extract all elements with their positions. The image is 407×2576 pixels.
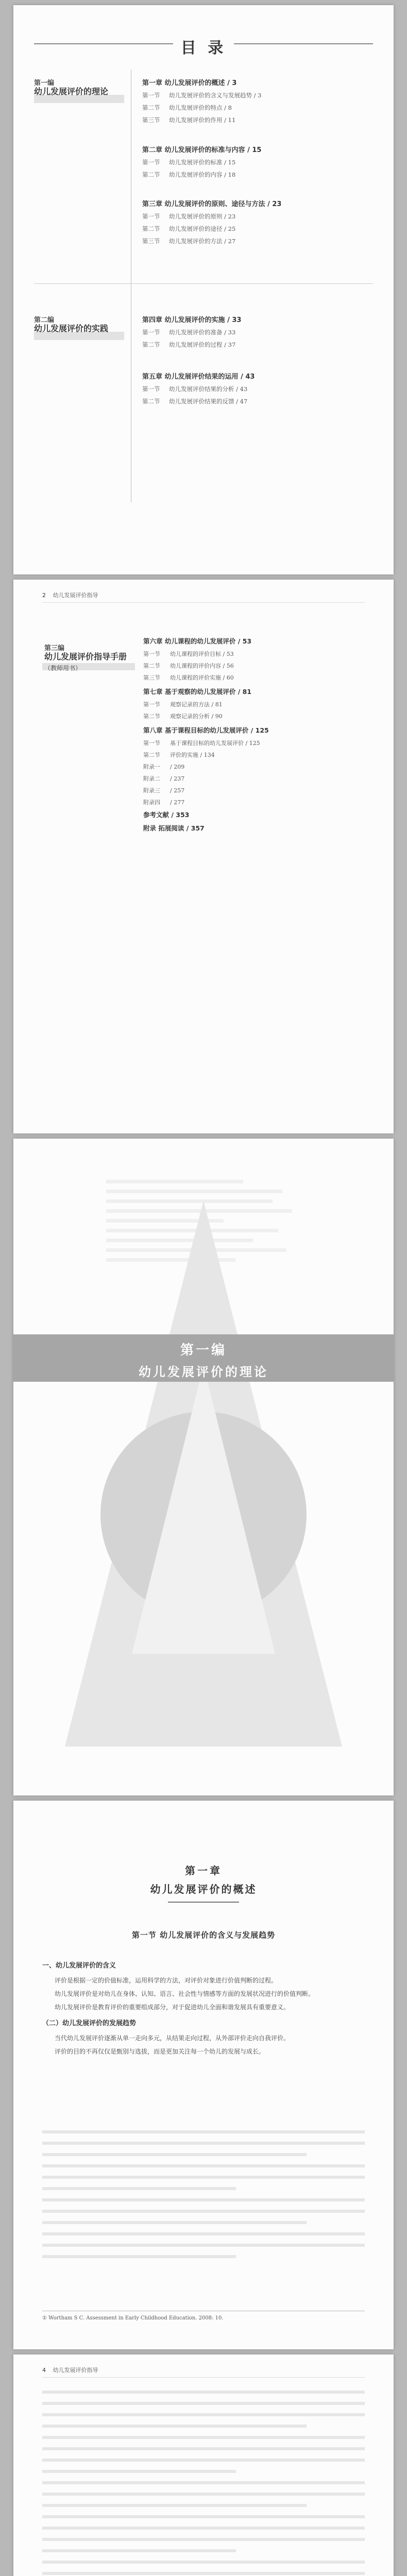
section-label: 第二节 xyxy=(143,663,160,669)
chapter-title: 幼儿发展评价的实施 / 33 xyxy=(164,316,242,324)
tail-text: / 353 xyxy=(171,811,190,819)
page-folio: 4 xyxy=(42,2367,46,2374)
toc-tail[interactable] xyxy=(143,810,380,833)
section-label: 附录二 xyxy=(143,775,160,782)
running-title: 幼儿发展评价指导 xyxy=(53,2367,98,2374)
section-title: / 237 xyxy=(170,775,185,782)
section-title: 幼儿发展评价的特点 / 8 xyxy=(169,104,232,111)
section-title: / 277 xyxy=(170,799,185,806)
section-label: 第三节 xyxy=(142,238,160,245)
section-title: 幼儿课程的评价目标 / 53 xyxy=(170,651,234,657)
chapter-title: 幼儿课程的幼儿发展评价 / 53 xyxy=(164,637,252,645)
footnote: ① Wortham S C. Assessment in Early Childhood Education. 2008: 10. xyxy=(42,2315,224,2321)
toc-chapter-5[interactable] xyxy=(142,371,379,410)
part-3-title-text: 幼儿发展评价指导手册 xyxy=(44,652,127,662)
part-3-num: 第三编 xyxy=(44,645,65,652)
chapter-rule xyxy=(168,1902,239,1903)
paragraph: 评价的目的不再仅仅是甄别与选拔，而是更加关注每一个幼儿的发展与成长。 xyxy=(55,2048,265,2055)
running-head xyxy=(42,2366,365,2378)
chapter-label: 第五章 xyxy=(142,373,163,381)
chapter-label: 第四章 xyxy=(142,316,163,324)
subsection-heading: （二）幼儿发展评价的发展趋势 xyxy=(42,2020,137,2027)
section-title: 幼儿课程的评价内容 / 56 xyxy=(170,663,234,669)
chapter-title: 基于课程目标的幼儿发展评价 / 125 xyxy=(164,726,269,734)
toc-part-3-chapters xyxy=(143,636,380,837)
section-title: 幼儿发展评价的标准 / 15 xyxy=(169,159,236,166)
part-1-title: 幼儿发展评价的理论 xyxy=(34,87,109,96)
divider-part-num: 第一编 xyxy=(180,1343,227,1358)
section-label: 第二节 xyxy=(142,104,160,111)
section-1-heading: 第一节 幼儿发展评价的含义与发展趋势 xyxy=(131,1930,276,1940)
section-title: 幼儿发展评价的作用 / 11 xyxy=(169,116,236,124)
chapter-number: 第一章 xyxy=(185,1865,222,1877)
section-label: 第一节 xyxy=(143,701,160,708)
paragraph: 幼儿发展评价是对幼儿在身体、认知、语言、社会性与情感等方面的发展状况进行的价值判断。 xyxy=(55,1990,315,1997)
toc-chapter-3[interactable] xyxy=(142,198,379,249)
toc-chapter-4[interactable] xyxy=(142,314,379,353)
section-label: 附录一 xyxy=(143,764,160,770)
running-title: 幼儿发展评价指导 xyxy=(53,592,98,599)
toc-page-1 xyxy=(13,5,394,574)
part-3-title xyxy=(44,652,137,673)
footnotes xyxy=(42,2311,365,2323)
body-text-lines xyxy=(42,2130,365,2266)
part-divider-page xyxy=(13,1139,394,1795)
chapter-title: 幼儿发展评价的原则、途径与方法 / 23 xyxy=(164,200,282,208)
part-separator xyxy=(34,283,373,284)
section-label: 第一节 xyxy=(142,92,160,99)
section-title: 观察记录的方法 / 81 xyxy=(170,701,223,708)
section-label: 第三节 xyxy=(142,116,160,124)
section-title: 幼儿发展评价的内容 / 18 xyxy=(169,171,236,178)
tail-text: 拓展阅读 / 357 xyxy=(158,824,205,832)
toc-chapter-8[interactable] xyxy=(143,725,380,806)
toc-part-2 xyxy=(34,314,374,469)
chapter-label: 第一章 xyxy=(142,79,163,87)
section-title: / 209 xyxy=(170,764,185,770)
chapter-label: 第七章 xyxy=(143,688,163,696)
part-1-num: 第一编 xyxy=(34,79,55,87)
section-label: 第一节 xyxy=(142,329,160,336)
paragraph: 评价是根据一定的价值标准，运用科学的方法，对评价对象进行价值判断的过程。 xyxy=(55,1977,278,1984)
tail-label: 附录 xyxy=(143,824,157,832)
chapter-label: 第二章 xyxy=(142,146,163,154)
section-title: 幼儿发展评价的含义与发展趋势 / 3 xyxy=(169,92,262,99)
chapter-title: 幼儿发展评价的概述 / 3 xyxy=(164,79,237,87)
chapter-title: 幼儿发展评价的概述 xyxy=(150,1883,257,1895)
section-title: 幼儿发展评价的途径 / 25 xyxy=(169,225,236,232)
section-label: 第一节 xyxy=(143,651,160,657)
section-label: 第一节 xyxy=(142,385,160,393)
toc-chapter-6[interactable] xyxy=(143,636,380,682)
body-text-lines xyxy=(42,2391,365,2576)
triangle-graphic xyxy=(13,1139,394,1795)
section-label: 第一节 xyxy=(142,159,160,166)
section-title: 幼儿发展评价的原则 / 23 xyxy=(169,213,236,220)
section-label: 第二节 xyxy=(142,341,160,348)
part-2-title: 幼儿发展评价的实践 xyxy=(34,324,109,333)
tail-label: 参考文献 xyxy=(143,811,169,819)
part-banner xyxy=(13,1334,394,1382)
chapter-1-body xyxy=(42,1955,365,2059)
section-label: 第二节 xyxy=(142,398,160,405)
part-2-num: 第二编 xyxy=(34,316,55,324)
section-label: 第二节 xyxy=(142,225,160,232)
chapter-label: 第八章 xyxy=(143,726,163,734)
toc-page-2 xyxy=(13,580,394,1133)
toc-title: 目 录 xyxy=(180,39,227,57)
section-title: 观察记录的分析 / 90 xyxy=(170,713,223,720)
section-label: 第二节 xyxy=(143,713,160,720)
section-title: 基于课程目标的幼儿发展评价 / 125 xyxy=(170,740,260,747)
page-folio: 2 xyxy=(42,592,46,599)
section-label: 附录三 xyxy=(143,787,160,794)
toc-chapter-7[interactable] xyxy=(143,687,380,720)
section-label: 第一节 xyxy=(143,740,160,747)
toc-chapter-1[interactable] xyxy=(142,77,379,128)
paragraph: 幼儿发展评价是教育评价的重要组成部分，对于促进幼儿全面和谐发展具有重要意义。 xyxy=(55,2004,290,2011)
section-title: 幼儿发展评价结果的反馈 / 47 xyxy=(169,398,248,405)
chapter-title: 幼儿发展评价结果的运用 / 43 xyxy=(164,373,255,381)
section-title: 幼儿发展评价结果的分析 / 43 xyxy=(169,385,248,393)
toc-chapter-2[interactable] xyxy=(142,144,379,183)
section-title: 幼儿发展评价的方法 / 27 xyxy=(169,238,236,245)
chapter-title: 幼儿发展评价的标准与内容 / 15 xyxy=(164,146,262,154)
section-title: 幼儿发展评价的准备 / 33 xyxy=(169,329,236,336)
toc-part-1 xyxy=(34,77,374,273)
section-title: 幼儿课程的评价实施 / 60 xyxy=(170,674,234,681)
section-label: 第二节 xyxy=(143,752,160,758)
subsection-heading: 一、幼儿发展评价的含义 xyxy=(42,1962,116,1970)
page-4 xyxy=(13,2354,394,2576)
section-label: 第三节 xyxy=(143,674,160,681)
section-label: 第一节 xyxy=(142,213,160,220)
part-3-subtitle: （教师用书） xyxy=(44,664,82,672)
chapter-title: 基于观察的幼儿发展评价 / 81 xyxy=(164,688,252,696)
divider-part-name: 幼儿发展评价的理论 xyxy=(139,1365,268,1379)
paragraph: 当代幼儿发展评价逐渐从单一走向多元，从结果走向过程，从外部评价走向自我评价。 xyxy=(55,2035,290,2042)
chapter-label: 第三章 xyxy=(142,200,163,208)
running-head xyxy=(42,591,365,603)
chapter-label: 第六章 xyxy=(143,637,163,645)
section-title: 评价的实施 / 134 xyxy=(170,752,215,758)
section-title: / 257 xyxy=(170,787,185,794)
section-label: 第二节 xyxy=(142,171,160,178)
section-label: 附录四 xyxy=(143,799,160,806)
section-title: 幼儿发展评价的过程 / 37 xyxy=(169,341,236,348)
chapter-1-opening xyxy=(13,1801,394,2349)
